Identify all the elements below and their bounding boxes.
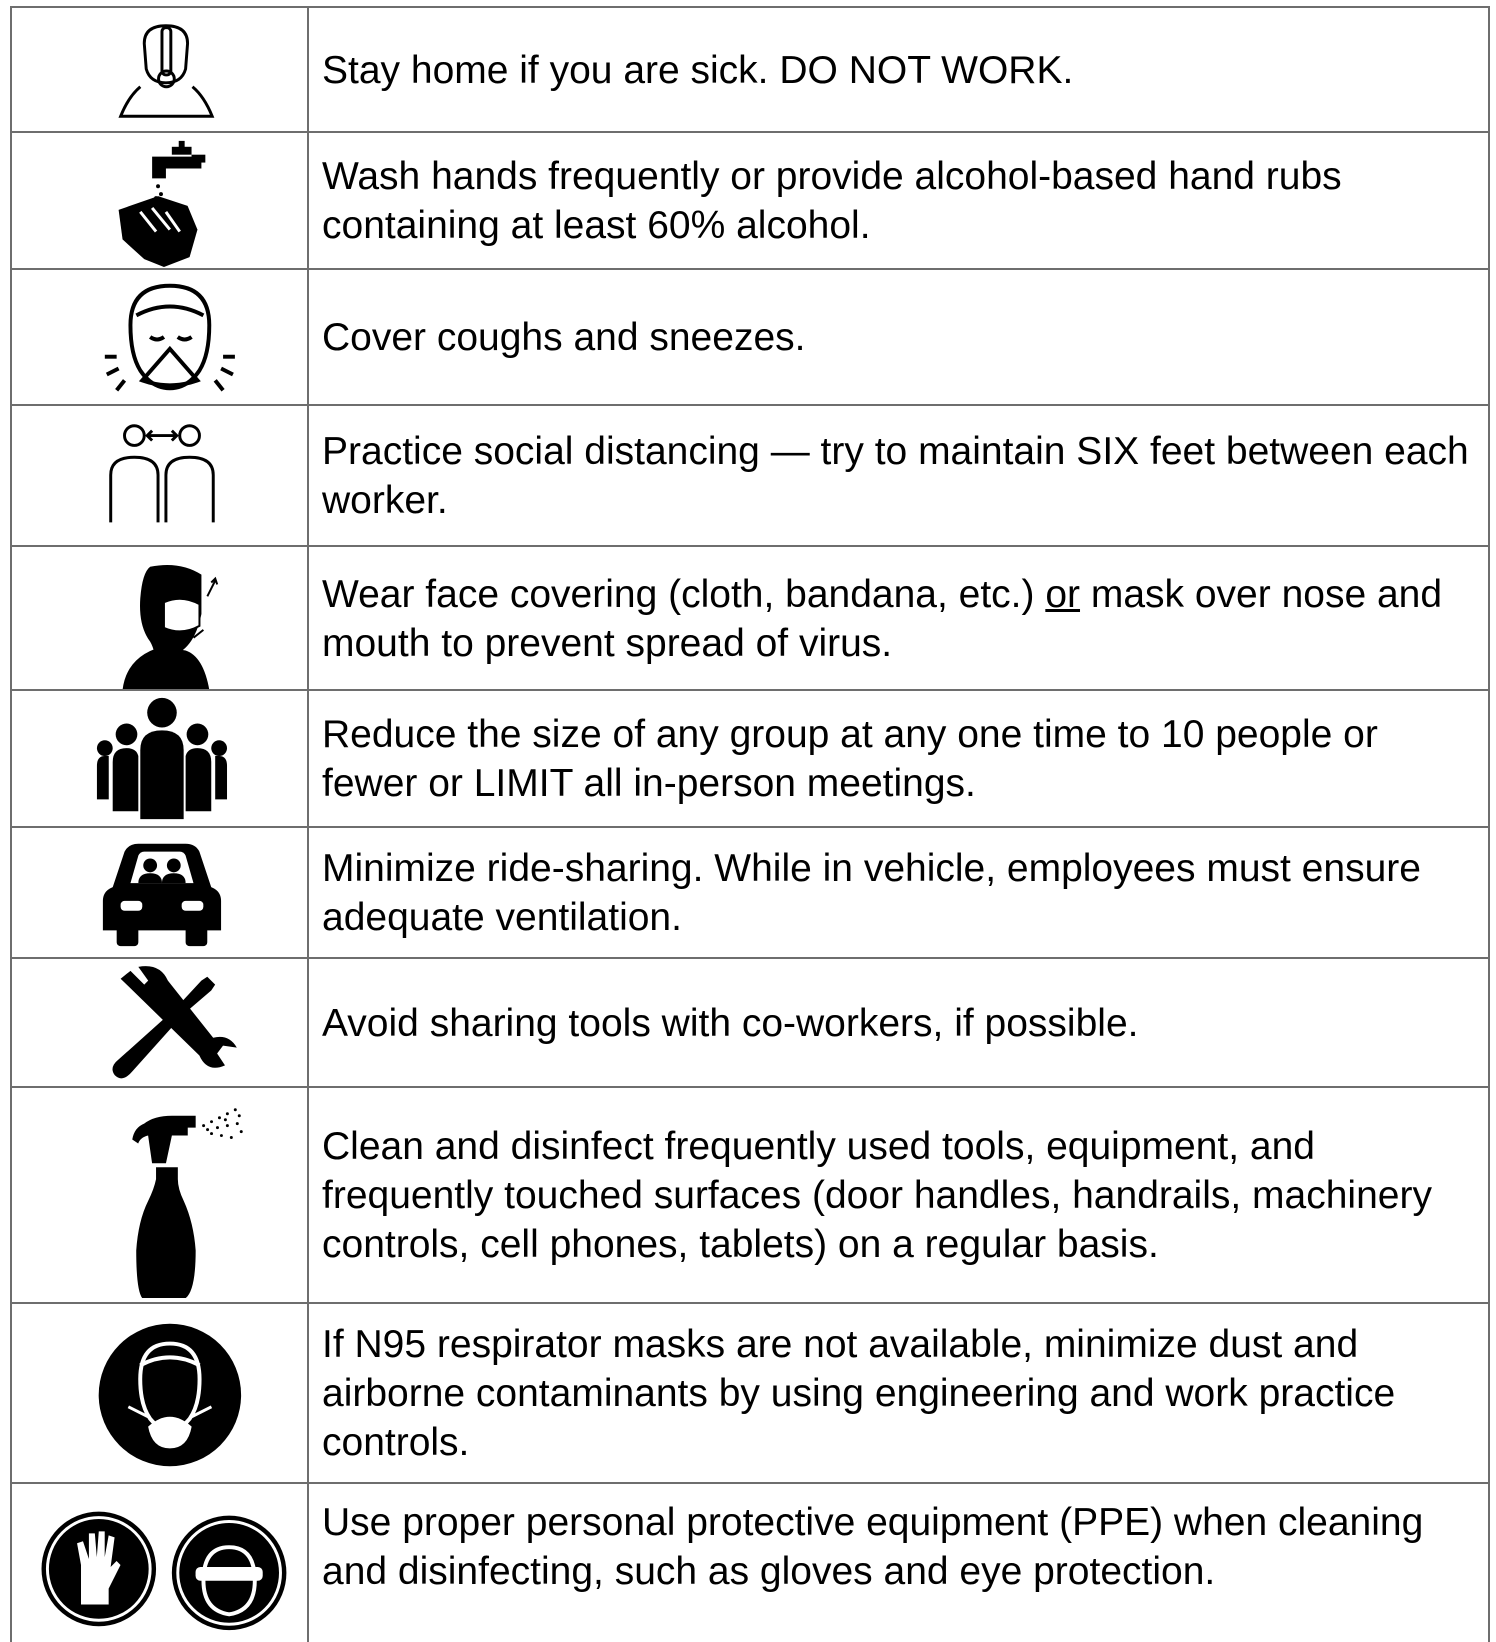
row-group-size xyxy=(10,689,1490,827)
text-cell xyxy=(322,959,1474,1087)
text-cell xyxy=(322,547,1474,690)
row-wash-hands xyxy=(10,131,1490,269)
text-cell xyxy=(322,1304,1474,1483)
guideline-text: Practice social distancing — try to maintain SIX feet between each worker. xyxy=(322,430,1469,522)
text-cell xyxy=(322,8,1474,132)
guideline-text: Minimize ride-sharing. While in vehicle, employees must ensure adequate ventilation. xyxy=(322,847,1421,939)
face-mask-icon xyxy=(12,547,309,690)
underlined-or: or xyxy=(1045,572,1081,616)
guideline-text: Reduce the size of any group at any one time to 10 people or fewer or LIMIT all in-person meetings. xyxy=(322,713,1378,805)
hand-washing-icon xyxy=(12,133,309,269)
text-cell xyxy=(322,406,1474,546)
icon-cell xyxy=(12,406,309,546)
row-sharing-tools xyxy=(10,957,1490,1087)
text-cell xyxy=(322,1088,1474,1303)
text-cell xyxy=(322,828,1474,958)
gloves-goggles-icon xyxy=(12,1484,309,1642)
icon-cell xyxy=(12,8,309,132)
guideline-text: Stay home if you are sick. DO NOT WORK. xyxy=(322,48,1074,92)
row-stay-home xyxy=(10,6,1490,132)
guideline-text: If N95 respirator masks are not available, minimize dust and airborne contaminants by using engineering and work practice controls. xyxy=(322,1323,1396,1464)
spray-bottle-icon xyxy=(12,1088,309,1303)
sneeze-cover-icon xyxy=(12,270,309,405)
row-n95 xyxy=(10,1302,1490,1483)
text-cell xyxy=(322,133,1474,269)
row-ride-sharing xyxy=(10,826,1490,958)
row-face-covering xyxy=(10,545,1490,690)
group-people-icon xyxy=(12,691,309,827)
guideline-text: Clean and disinfect frequently used tools, equipment, and frequently touched surfaces (door handles, handrails, machinery controls, cell phones, tablets) on a regular basis. xyxy=(322,1125,1432,1266)
text-before: Wear face covering (cloth, bandana, etc.) xyxy=(322,572,1046,616)
icon-cell xyxy=(12,828,309,958)
text-cell xyxy=(322,691,1474,827)
icon-cell xyxy=(12,959,309,1087)
icon-cell xyxy=(12,133,309,269)
row-social-distancing xyxy=(10,404,1490,546)
guideline-text: Cover coughs and sneezes. xyxy=(322,316,806,359)
text-cell xyxy=(322,270,1474,405)
text-cell xyxy=(322,1484,1474,1642)
wrench-screwdriver-icon xyxy=(12,959,309,1087)
icon-cell xyxy=(12,1484,309,1642)
guideline-text xyxy=(322,570,1474,668)
icon-cell xyxy=(12,691,309,827)
guideline-text: Avoid sharing tools with co-workers, if possible. xyxy=(322,1001,1139,1045)
row-cover-coughs xyxy=(10,268,1490,405)
respirator-mask-icon xyxy=(12,1304,309,1483)
thermometer-person-icon xyxy=(12,8,309,132)
car-passengers-icon xyxy=(12,828,309,958)
text-after: mask over nose and mouth to prevent spread of virus. xyxy=(322,572,1443,665)
icon-cell xyxy=(12,1088,309,1303)
guideline-text: Use proper personal protective equipment (PPE) when cleaning and disinfecting, such as gloves and eye protection. xyxy=(322,1501,1424,1593)
social-distance-icon xyxy=(12,406,309,546)
guideline-text: Wash hands frequently or provide alcohol-based hand rubs containing at least 60% alcohol. xyxy=(322,155,1342,247)
icon-cell xyxy=(12,1304,309,1483)
row-ppe xyxy=(10,1482,1490,1642)
row-clean-disinfect xyxy=(10,1086,1490,1303)
icon-cell xyxy=(12,270,309,405)
icon-cell xyxy=(12,547,309,690)
